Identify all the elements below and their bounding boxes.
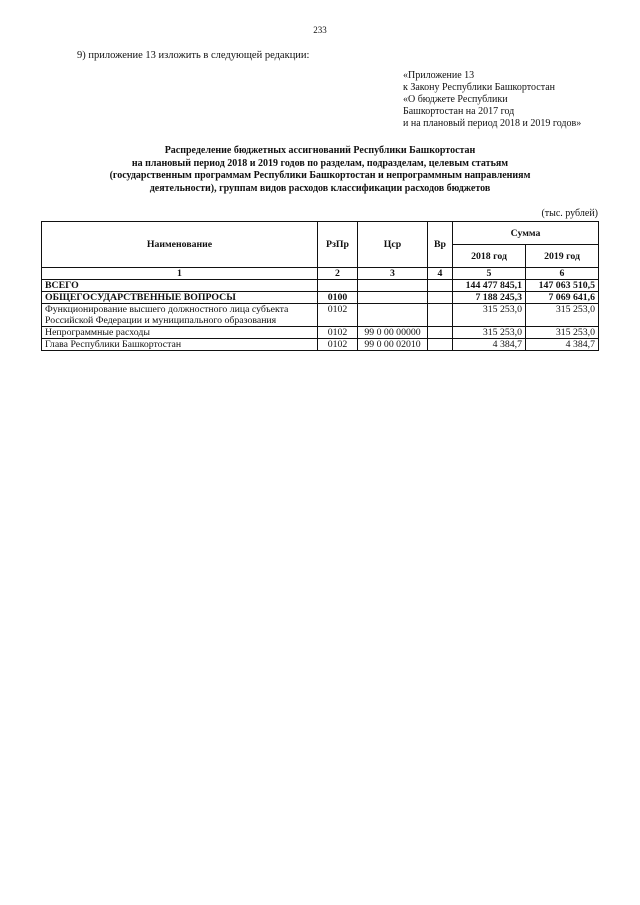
column-number: 1 bbox=[42, 268, 318, 280]
title-line: Распределение бюджетных ассигнований Республики Башкортостан bbox=[164, 145, 476, 156]
row-vr bbox=[428, 327, 453, 339]
row-sum-2019: 147 063 510,5 bbox=[526, 280, 599, 292]
row-vr bbox=[428, 280, 453, 292]
row-rzpr: 0102 bbox=[318, 304, 358, 327]
row-vr bbox=[428, 292, 453, 304]
appendix-line: «Приложение 13 bbox=[403, 70, 475, 81]
row-csr bbox=[358, 292, 428, 304]
column-number: 2 bbox=[318, 268, 358, 280]
budget-table bbox=[41, 221, 599, 351]
row-vr bbox=[428, 339, 453, 351]
row-name: ВСЕГО bbox=[42, 280, 318, 292]
row-sum-2018: 315 253,0 bbox=[453, 327, 526, 339]
appendix-line: Башкортостан на 2017 год bbox=[403, 106, 515, 117]
row-vr bbox=[428, 304, 453, 327]
title-line: на плановый период 2018 и 2019 годов по разделам, подразделам, целевым статьям bbox=[131, 157, 509, 169]
column-number: 3 bbox=[358, 268, 428, 280]
row-sum-2019: 315 253,0 bbox=[526, 327, 599, 339]
table-row bbox=[42, 339, 599, 351]
table-row bbox=[42, 280, 599, 292]
title-line: деятельности), группам видов расходов классификации расходов бюджетов bbox=[149, 182, 491, 194]
header-sum: Сумма bbox=[453, 222, 599, 245]
header-vr: Вр bbox=[428, 222, 453, 268]
units-label: (тыс. рублей) bbox=[541, 208, 598, 219]
row-sum-2019: 315 253,0 bbox=[526, 304, 599, 327]
appendix-line: «О бюджете Республики bbox=[403, 94, 508, 105]
appendix-line: к Закону Республики Башкортостан bbox=[403, 82, 555, 93]
row-sum-2019: 4 384,7 bbox=[526, 339, 599, 351]
header-rzpr: РзПр bbox=[318, 222, 358, 268]
row-rzpr bbox=[318, 280, 358, 292]
row-name: Непрограммные расходы bbox=[42, 327, 318, 339]
row-sum-2018: 7 188 245,3 bbox=[453, 292, 526, 304]
row-csr: 99 0 00 00000 bbox=[358, 327, 428, 339]
page-number: 233 bbox=[313, 25, 327, 35]
row-name: ОБЩЕГОСУДАРСТВЕННЫЕ ВОПРОСЫ bbox=[42, 292, 318, 304]
column-number: 4 bbox=[428, 268, 453, 280]
row-sum-2018: 4 384,7 bbox=[453, 339, 526, 351]
table-row bbox=[42, 327, 599, 339]
appendix-reference bbox=[403, 70, 581, 130]
row-rzpr: 0100 bbox=[318, 292, 358, 304]
row-csr bbox=[358, 304, 428, 327]
appendix-line: и на плановый период 2018 и 2019 годов» bbox=[403, 118, 582, 129]
row-name: Функционирование высшего должностного лица субъекта Российской Федерации и муниципального образования bbox=[42, 304, 318, 327]
header-2019: 2019 год bbox=[526, 245, 599, 268]
row-csr: 99 0 00 02010 bbox=[358, 339, 428, 351]
table-row bbox=[42, 304, 599, 327]
row-sum-2019: 7 069 641,6 bbox=[526, 292, 599, 304]
row-sum-2018: 315 253,0 bbox=[453, 304, 526, 327]
row-rzpr: 0102 bbox=[318, 327, 358, 339]
column-number: 6 bbox=[526, 268, 599, 280]
row-csr bbox=[358, 280, 428, 292]
intro-text: 9) приложение 13 изложить в следующей редакции: bbox=[77, 50, 310, 61]
header-csr: Цср bbox=[358, 222, 428, 268]
header-name: Наименование bbox=[42, 222, 318, 268]
header-2018: 2018 год bbox=[453, 245, 526, 268]
column-number: 5 bbox=[453, 268, 526, 280]
row-rzpr: 0102 bbox=[318, 339, 358, 351]
document-title bbox=[70, 145, 570, 195]
row-name: Глава Республики Башкортостан bbox=[42, 339, 318, 351]
title-line: (государственным программам Республики Башкортостан и непрограммным направлениям bbox=[109, 170, 531, 181]
column-numbers-row bbox=[42, 268, 599, 280]
table-row bbox=[42, 292, 599, 304]
row-sum-2018: 144 477 845,1 bbox=[453, 280, 526, 292]
